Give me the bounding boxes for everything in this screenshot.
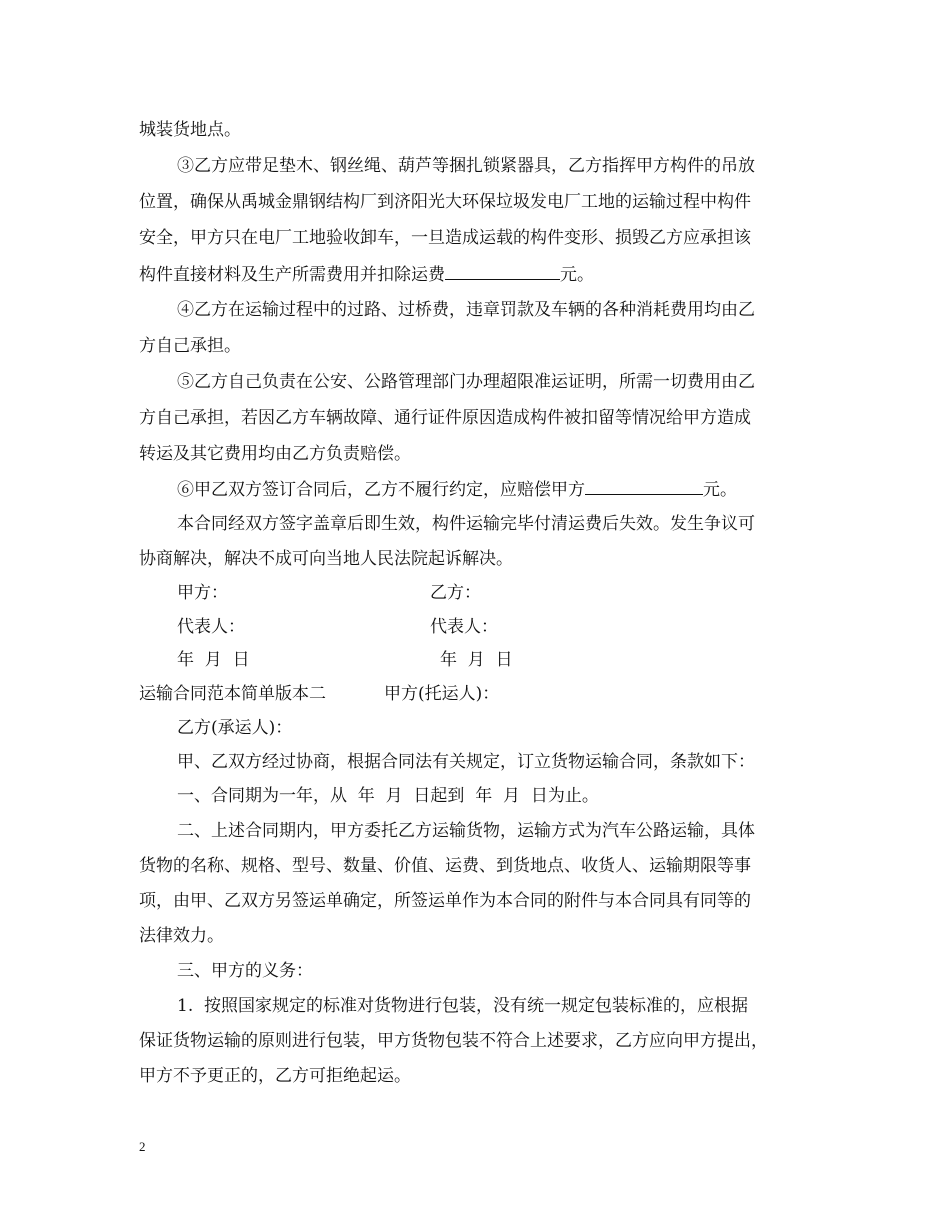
section-heading: 运输合同范本简单版本二 xyxy=(139,684,326,704)
text-segment: ⑥甲乙双方签订合同后，乙方不履行约定，应赔偿甲方 xyxy=(177,480,585,500)
paragraph-line: 本合同经双方签字盖章后即生效，构件运输完毕付清运费后失效。发生争议可 xyxy=(177,514,755,534)
signature-representative-b: 代表人： xyxy=(430,617,498,637)
paragraph-line xyxy=(177,479,737,500)
signature-representative-a: 代表人： xyxy=(177,617,245,637)
paragraph-line: 项，由甲、乙双方另签运单确定，所签运单作为本合同的附件与本合同具有同等的 xyxy=(139,891,751,911)
paragraph-line: 方自己承担。 xyxy=(139,336,241,356)
signature-party-b: 乙方： xyxy=(430,583,481,603)
text-segment: 构件直接材料及生产所需费用并扣除运费 xyxy=(139,265,445,285)
paragraph-line: 位置，确保从禹城金鼎钢结构厂到济阳光大环保垃圾发电厂工地的运输过程中构件 xyxy=(139,192,751,212)
paragraph-line: 一、合同期为一年，从 年 月 日起到 年 月 日为止。 xyxy=(177,786,599,806)
signature-date-b: 年 月 日 xyxy=(440,650,513,670)
paragraph-line: 二、上述合同期内，甲方委托乙方运输货物，运输方式为汽车公路运输，具体 xyxy=(177,821,755,841)
paragraph-line: 货物的名称、规格、型号、数量、价值、运费、到货地点、收货人、运输期限等事 xyxy=(139,856,751,876)
paragraph-line: 转运及其它费用均由乙方负责赔偿。 xyxy=(139,444,411,464)
paragraph-line: 甲、乙双方经过协商，根据合同法有关规定，订立货物运输合同，条款如下： xyxy=(177,752,755,772)
paragraph-line: 协商解决，解决不成可向当地人民法院起诉解决。 xyxy=(139,549,513,569)
signature-date-a: 年 月 日 xyxy=(177,650,250,670)
paragraph-line xyxy=(139,264,594,285)
paragraph-line: 法律效力。 xyxy=(139,926,224,946)
text-segment: 元。 xyxy=(703,480,737,500)
fill-in-blank xyxy=(585,479,703,495)
paragraph-line: ⑤乙方自己负责在公安、公路管理部门办理超限准运证明，所需一切费用由乙 xyxy=(177,372,755,392)
text-segment: 元。 xyxy=(560,265,594,285)
party-b-label: 乙方(承运人)： xyxy=(177,718,293,738)
paragraph-line: 城装货地点。 xyxy=(139,120,241,140)
paragraph-line: 1. 按照国家规定的标准对货物进行包装，没有统一规定包装标准的，应根据 xyxy=(177,996,749,1016)
paragraph-line: 甲方不予更正的，乙方可拒绝起运。 xyxy=(139,1066,411,1086)
signature-party-a: 甲方： xyxy=(177,583,228,603)
paragraph-line: 方自己承担，若因乙方车辆故障、通行证件原因造成构件被扣留等情况给甲方造成 xyxy=(139,408,751,428)
page-number: 2 xyxy=(139,1139,146,1154)
paragraph-line: 三、甲方的义务： xyxy=(177,961,313,981)
paragraph-line: 安全，甲方只在电厂工地验收卸车，一旦造成运载的构件变形、损毁乙方应承担该 xyxy=(139,228,751,248)
party-a-label: 甲方(托运人)： xyxy=(384,684,500,704)
fill-in-blank xyxy=(445,264,560,280)
paragraph-line: ④乙方在运输过程中的过路、过桥费，违章罚款及车辆的各种消耗费用均由乙 xyxy=(177,300,755,320)
paragraph-line: ③乙方应带足垫木、钢丝绳、葫芦等捆扎锁紧器具，乙方指挥甲方构件的吊放 xyxy=(177,156,755,176)
paragraph-line: 保证货物运输的原则进行包装，甲方货物包装不符合上述要求，乙方应向甲方提出， xyxy=(139,1031,768,1051)
